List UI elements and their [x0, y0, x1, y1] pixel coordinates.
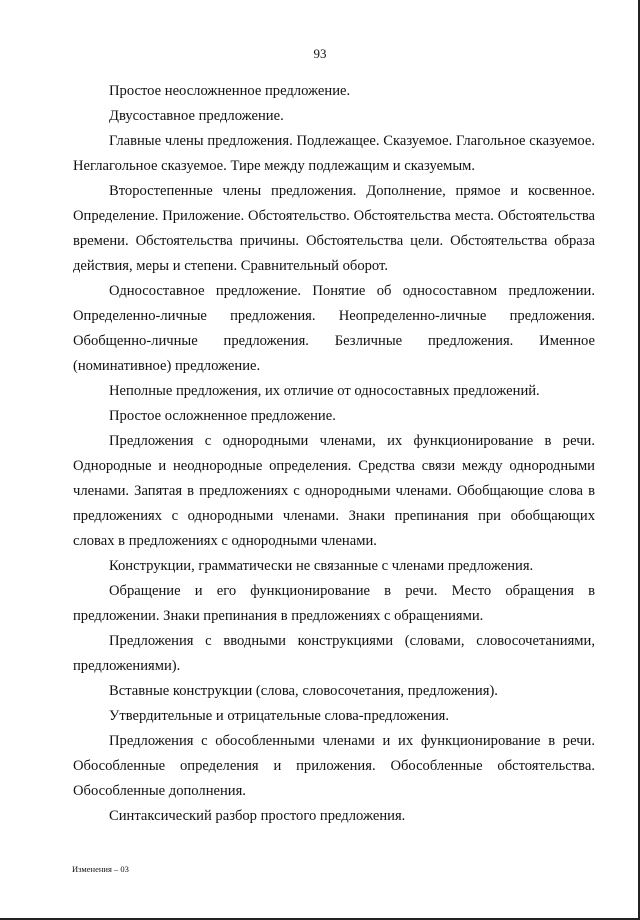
paragraph: Односоставное предложение. Понятие об односоставном предложении. Определенно-личные предложения. Неопределенно-личные предложения. Обобщенно-личные предложения. Безличные предложения. Именное (номинативное) предложение.: [73, 283, 595, 374]
paragraph: Главные члены предложения. Подлежащее. Сказуемое. Глагольное сказуемое. Неглагольное сказуемое. Тире между подлежащим и сказуемым.: [73, 133, 595, 174]
paragraph: Неполные предложения, их отличие от односоставных предложений.: [109, 383, 540, 399]
paragraph: Простое осложненное предложение.: [109, 408, 336, 424]
paragraph: Второстепенные члены предложения. Дополнение, прямое и косвенное. Определение. Приложение. Обстоятельство. Обстоятельства места. Обстоятельства времени. Обстоятельства причины. Обстоятельства цели. Обстоятельства образа действия, меры и степени. Сравнительный оборот.: [73, 183, 595, 274]
paragraph: Предложения с однородными членами, их функционирование в речи. Однородные и неоднородные определения. Средства связи между однородными членами. Запятая в предложениях с однородными членами. Обобщающие слова в предложениях с однородными членами. Знаки препинания при обобщающих словах в предложениях с однородными членами.: [73, 433, 595, 549]
paragraph: Обращение и его функционирование в речи. Место обращения в предложении. Знаки препинания в предложениях с обращениями.: [73, 583, 595, 624]
page-number: 93: [313, 46, 327, 61]
page-content: [73, 79, 595, 829]
paragraph: Двусоставное предложение.: [109, 108, 284, 124]
paragraph: Синтаксический разбор простого предложения.: [109, 808, 406, 824]
paragraph: Конструкции, грамматически не связанные с членами предложения.: [109, 558, 534, 574]
paragraph: Предложения с обособленными членами и их функционирование в речи. Обособленные определения и приложения. Обособленные обстоятельства. Обособленные дополнения.: [73, 733, 595, 799]
paragraph: Утвердительные и отрицательные слова-предложения.: [109, 708, 450, 724]
revision-footer: Изменения – 03: [72, 864, 129, 874]
paragraph: Вставные конструкции (слова, словосочетания, предложения).: [109, 683, 498, 699]
paragraph: Простое неосложненное предложение.: [109, 83, 351, 99]
paragraph: Предложения с вводными конструкциями (словами, словосочетаниями, предложениями).: [73, 633, 595, 674]
